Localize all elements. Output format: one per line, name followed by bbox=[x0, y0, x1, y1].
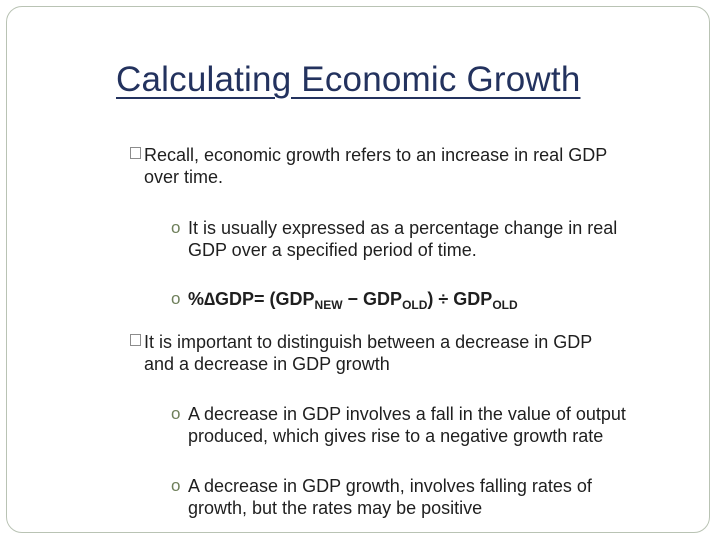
sub-bullet-line: growth, but the rates may be positive bbox=[188, 498, 483, 518]
bullet-distinguish bbox=[144, 331, 684, 375]
sub-bullet-line: GDP over a specified period of time. bbox=[188, 240, 477, 260]
bullet-line: It is important to distinguish between a decrease in GDP bbox=[144, 332, 593, 352]
formula-subscript-old: OLD bbox=[492, 298, 518, 312]
circle-bullet-icon: o bbox=[171, 404, 181, 423]
formula-minus: − GDP bbox=[342, 289, 403, 309]
sub-bullet-decrease-growth bbox=[171, 475, 688, 519]
sub-bullet-percentage bbox=[171, 217, 678, 261]
formula-subscript-old: OLD bbox=[402, 298, 428, 312]
formula-subscript-new: NEW bbox=[314, 298, 343, 312]
sub-bullet-line: produced, which gives rise to a negative growth rate bbox=[188, 426, 604, 446]
sub-bullet-formula bbox=[171, 288, 678, 316]
square-bullet-icon bbox=[130, 147, 141, 159]
bullet-line: and a decrease in GDP growth bbox=[144, 354, 390, 374]
circle-bullet-icon: o bbox=[171, 289, 181, 308]
circle-bullet-icon: o bbox=[171, 476, 181, 495]
sub-bullet-line: A decrease in GDP involves a fall in the value of output bbox=[188, 404, 626, 424]
bullet-line: Recall, economic growth refers to an increase in real GDP bbox=[144, 145, 608, 165]
sub-bullet-line: It is usually expressed as a percentage change in real bbox=[188, 218, 618, 238]
bullet-recall bbox=[144, 144, 684, 188]
formula-prefix: %∆GDP= (GDP bbox=[188, 289, 315, 309]
sub-bullet-line: A decrease in GDP growth, involves falling rates of bbox=[188, 476, 592, 496]
bullet-line: over time. bbox=[144, 167, 224, 187]
slide-title: Calculating Economic Growth bbox=[116, 60, 581, 99]
sub-bullet-decrease-gdp bbox=[171, 403, 688, 447]
formula-divide: ) ÷ GDP bbox=[427, 289, 493, 309]
square-bullet-icon bbox=[130, 334, 141, 346]
circle-bullet-icon: o bbox=[171, 218, 181, 237]
